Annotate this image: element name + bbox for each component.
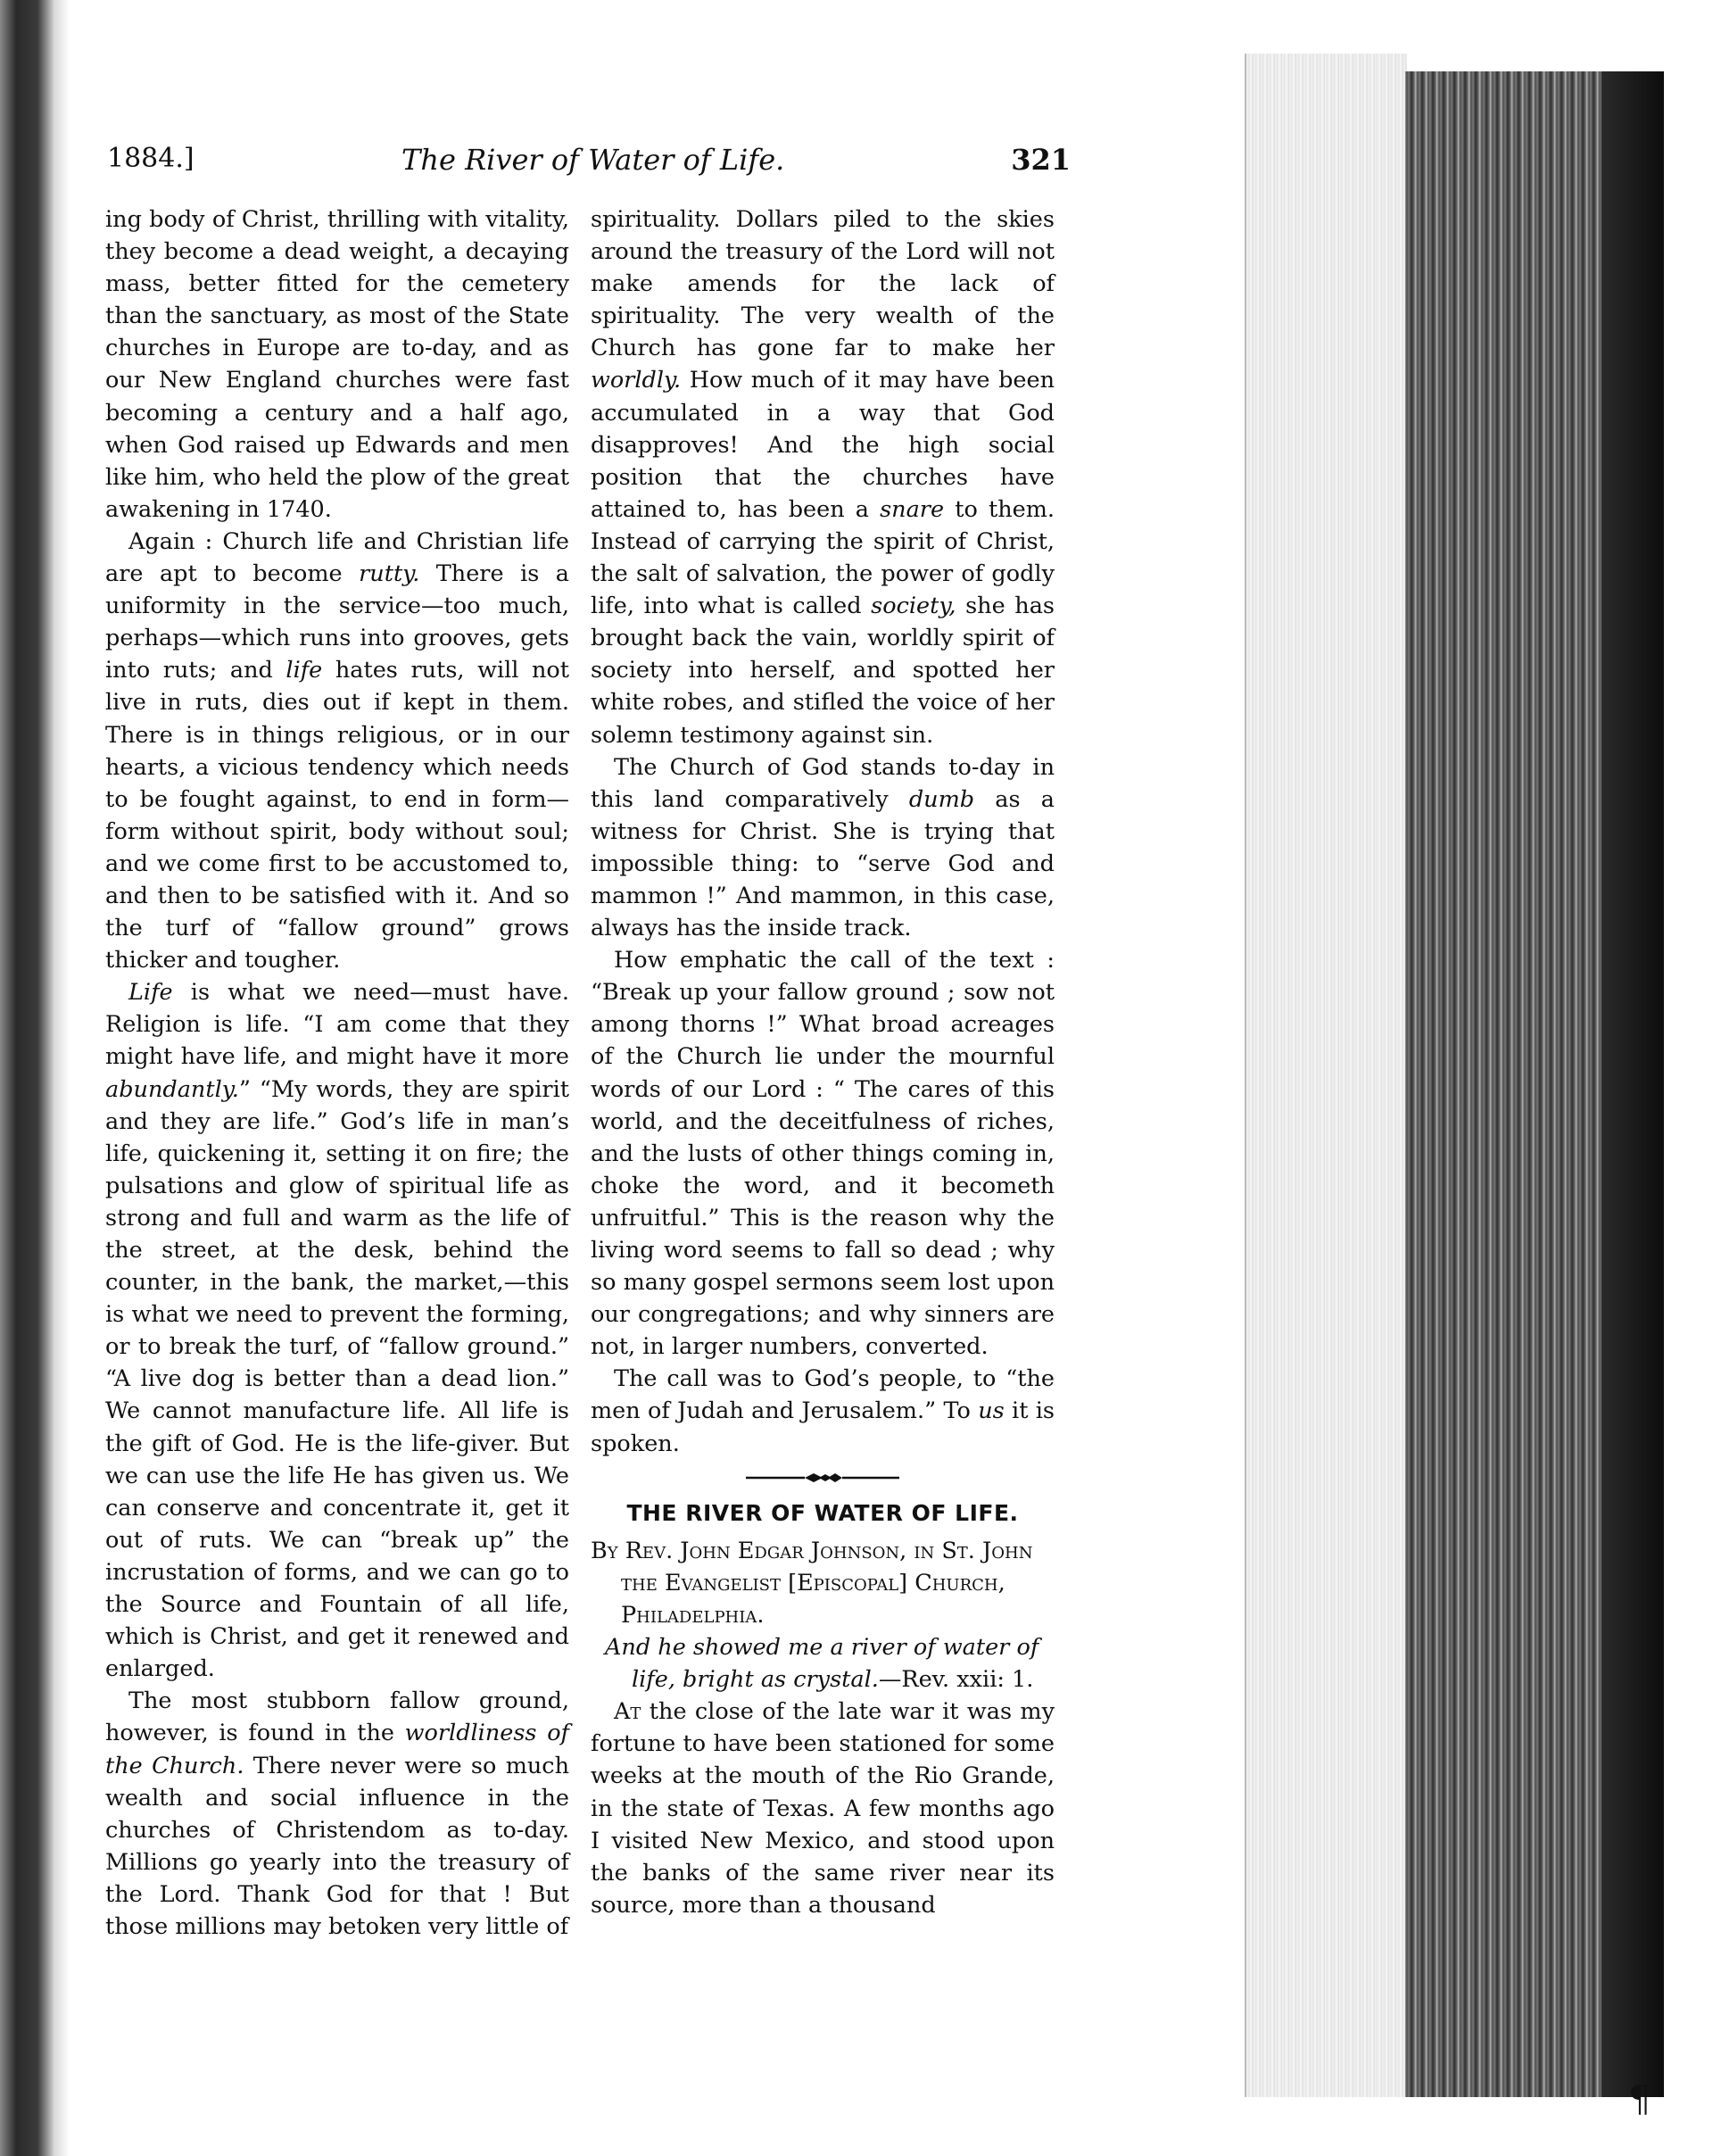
paragraph: Life is what we need—must have. Religion is life. “I am come that they might have life, and might have it more abundantly.” “My words, they are spirit and they are life.” God’s life in man’s life, quickening it, setting it on fire; the pulsations and glow of spiritual life as strong and full and warm as the life of the street, at the desk, behind the counter, in the bank, the market,—this is what we need to prevent the forming, or to break the turf, of “fallow ground.” “A live dog is better than a dead lion.” We cannot manufacture life. All life is the gift of God. He is the life-giver. But we can use the life He has given us. We can conserve and concentrate it, get it out of ruts. We can “break up” the incrustation of forms, and we can go to the Source and Fountain of all life, which is Christ, and get it renewed and enlarged. bbox=[105, 979, 569, 1683]
margin-mark: ¶ bbox=[1628, 2079, 1651, 2120]
article-title: THE RIVER OF WATER OF LIFE. bbox=[626, 1499, 1019, 1526]
book-fore-edge bbox=[1405, 71, 1601, 2097]
running-header bbox=[107, 143, 1071, 196]
book-binding-left bbox=[0, 0, 54, 2156]
paragraph: The most stubborn fallow ground, however, is found in the worldliness of the Church. There never were so much wealth and social influence in the churches of Christendom as to-day. Millions go yearly into the treasury of the Lord. Thank God for that ! But those millions may betoken very little of bbox=[105, 1687, 569, 1940]
paragraph: The Church of God stands to-day in this land comparatively dumb as a witness for Christ. She is trying that impossible thing: to “serve God and mammon !” And mammon, in this case, always has the inside track. bbox=[591, 753, 1055, 942]
page-leaves-edge bbox=[1245, 54, 1407, 2097]
paragraph: Again : Church life and Christian life are apt to become rutty. There is a uniformity in the service—too much, perhaps—which runs into grooves, gets into ruts; and life hates ruts, will not live in ruts, dies out if kept in them. There is in things religious, or in our hearts, a vicious tendency which needs to be fought against, to end in form—form without spirit, body without soul; and we come first to be accustomed to, and then to be satisfied with it. And so the turf of “fallow ground” grows thicker and tougher. bbox=[105, 527, 570, 974]
paragraph: spirituality. Dollars piled to the skies around the treasury of the Lord will not make amends for the lack of spirituality. The very wealth of the Church has gone far to make her worldly. How much of it may have been accumulated in a way that God disapproves! And the high social position that the churches have attained to, has been a snare to them. Instead of carrying the spirit of Christ, the salt of salvation, the power of godly life, into what is called society, she has brought back the vain, worldly spirit of society into herself, and spotted her white robes, and stifled the voice of her solemn testimony against sin. bbox=[591, 206, 1055, 749]
paragraph: ing body of Christ, thrilling with vitality, they become a dead weight, a decaying mass, better fitted for the cemetery than the sanctuary, as most of the State churches in Europe are to-day, and as our New England churches were fast becoming a century and a half ago, when God raised up Edwards and men like him, who held the plow of the great awakening in 1740. bbox=[105, 206, 569, 523]
paragraph: The call was to God’s people, to “the men of Judah and Jerusalem.” To us it is spoken. bbox=[591, 1365, 1055, 1457]
article-byline: By Rev. John Edgar Johnson, in St. John the Evangelist [Episcopal] Church, Philadelphia. bbox=[591, 1537, 1033, 1629]
paragraph: How emphatic the call of the text : “Break up your fallow ground ; sow not among thorns !” What broad acreages of the Church lie under the mournful words of our Lord : “ The cares of this world, and the deceitfulness of riches, and the lusts of other things coming in, choke the word, and it becometh unfruitful.” This is the reason why the living word seems to fall so dead ; why so many gospel sermons seem lost upon our congregations; and why sinners are not, in larger numbers, converted. bbox=[591, 947, 1055, 1361]
left-column bbox=[105, 203, 569, 1943]
paragraph: At the close of the late war it was my fortune to have been stationed for some weeks at the mouth of the Rio Grande, in the state of Texas. A few months ago I visited New Mexico, and stood upon the banks of the same river near its source, more than a thousand bbox=[591, 1698, 1055, 1919]
running-year: 1884.] bbox=[107, 143, 194, 174]
right-column bbox=[591, 203, 1055, 1921]
book-cover-edge bbox=[1601, 71, 1664, 2097]
article-epigraph: And he showed me a river of water of life, bright as crystal.—Rev. xxii: 1. bbox=[605, 1634, 1039, 1694]
section-divider-ornament bbox=[742, 1471, 903, 1485]
running-title: The River of Water of Life. bbox=[401, 143, 785, 177]
page-number: 321 bbox=[1011, 143, 1071, 177]
page-gutter-shadow bbox=[54, 0, 70, 2156]
